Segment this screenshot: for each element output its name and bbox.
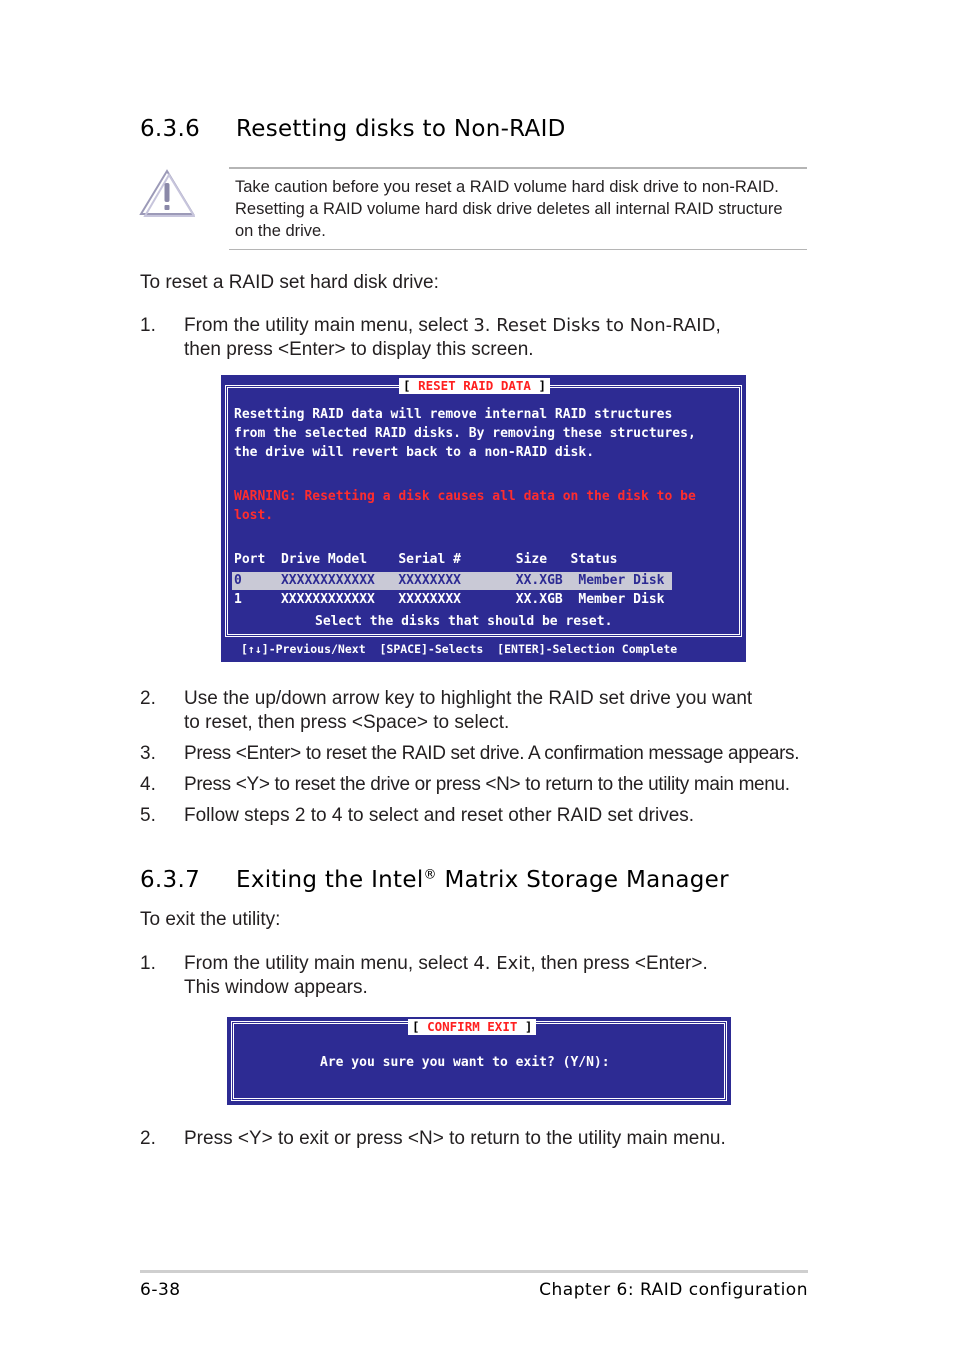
registered-mark: ® bbox=[423, 867, 437, 883]
caution-icon bbox=[139, 167, 195, 217]
select-hint: Select the disks that should be reset. bbox=[315, 614, 613, 629]
step-text: Press <Y> to reset the drive or press <N> to return to the utility main menu. bbox=[184, 774, 790, 795]
step-text: then press <Enter> to display this screen. bbox=[184, 339, 534, 360]
step-text: Use the up/down arrow key to highlight the RAID set drive you want bbox=[184, 688, 753, 709]
step-number: 2. bbox=[140, 688, 156, 709]
step-number: 4. bbox=[140, 774, 156, 795]
confirm-exit-screen bbox=[227, 1017, 731, 1105]
key-help-bar: [↑↓]-Previous/Next [SPACE]-Selects [ENTER]-Selection Complete bbox=[241, 642, 678, 656]
command-text: 4. Exit bbox=[473, 953, 531, 974]
dialog-title-text: RESET RAID DATA bbox=[418, 378, 531, 393]
caution-line: Take caution before you reset a RAID volume hard disk drive to non-RAID. bbox=[235, 178, 779, 196]
message-line: Resetting RAID data will remove internal RAID structures bbox=[234, 407, 673, 422]
section-number: 6.3.6 bbox=[140, 116, 201, 142]
caution-line: on the drive. bbox=[235, 222, 326, 240]
step-text: Press <Enter> to reset the RAID set drive. A confirmation message appears. bbox=[184, 743, 800, 764]
intro-text: To exit the utility: bbox=[140, 909, 281, 930]
dialog-title-text: CONFIRM EXIT bbox=[427, 1019, 518, 1034]
warning-line: WARNING: Resetting a disk causes all data on the disk to be bbox=[234, 489, 696, 504]
section-title: Exiting the Intel® Matrix Storage Manager bbox=[236, 867, 729, 893]
step-text: From the utility main menu, select bbox=[184, 315, 474, 336]
step-text: Press <Y> to exit or press <N> to return to the utility main menu. bbox=[184, 1128, 726, 1149]
step-number: 1. bbox=[140, 315, 156, 336]
exit-prompt: Are you sure you want to exit? (Y/N): bbox=[320, 1055, 610, 1070]
warning-line: lost. bbox=[234, 508, 274, 523]
dialog-title: [ CONFIRM EXIT ] bbox=[408, 1019, 536, 1035]
message-line: the drive will revert back to a non-RAID disk. bbox=[234, 445, 595, 460]
caution-line: Resetting a RAID volume hard disk drive deletes all internal RAID structure bbox=[235, 200, 783, 218]
section-number: 6.3.7 bbox=[140, 867, 201, 893]
step-number: 5. bbox=[140, 805, 156, 826]
disk-row[interactable]: 1 XXXXXXXXXXXX XXXXXXXX XX.XGB Member Disk bbox=[234, 592, 665, 607]
section-title: Resetting disks to Non-RAID bbox=[236, 116, 566, 142]
step-number: 2. bbox=[140, 1128, 156, 1149]
step-text: , then press <Enter>. bbox=[530, 953, 708, 974]
section-heading-6-3-6 bbox=[140, 116, 566, 142]
dialog-title: [ RESET RAID DATA ] bbox=[399, 378, 550, 394]
step-number: 3. bbox=[140, 743, 156, 764]
footer-rule bbox=[140, 1270, 808, 1273]
table-header: Port Drive Model Serial # Size Status bbox=[234, 552, 618, 567]
section-heading-6-3-7 bbox=[140, 867, 729, 893]
page-number: 6-38 bbox=[140, 1280, 181, 1300]
chapter-title: Chapter 6: RAID configuration bbox=[539, 1280, 808, 1300]
step-text: Follow steps 2 to 4 to select and reset other RAID set drives. bbox=[184, 805, 695, 826]
step-text: to reset, then press <Space> to select. bbox=[184, 712, 510, 733]
step-text: , bbox=[715, 315, 721, 336]
step-text: From the utility main menu, select bbox=[184, 953, 474, 974]
disk-row-selected[interactable]: 0 XXXXXXXXXXXX XXXXXXXX XX.XGB Member Disk bbox=[234, 573, 673, 588]
caution-note bbox=[229, 167, 807, 250]
intro-text: To reset a RAID set hard disk drive: bbox=[140, 272, 439, 293]
reset-raid-data-screen bbox=[221, 375, 746, 662]
step-text: This window appears. bbox=[184, 977, 368, 998]
command-text: 3. Reset Disks to Non-RAID bbox=[473, 315, 716, 336]
step-number: 1. bbox=[140, 953, 156, 974]
message-line: from the selected RAID disks. By removing these structures, bbox=[234, 426, 696, 441]
